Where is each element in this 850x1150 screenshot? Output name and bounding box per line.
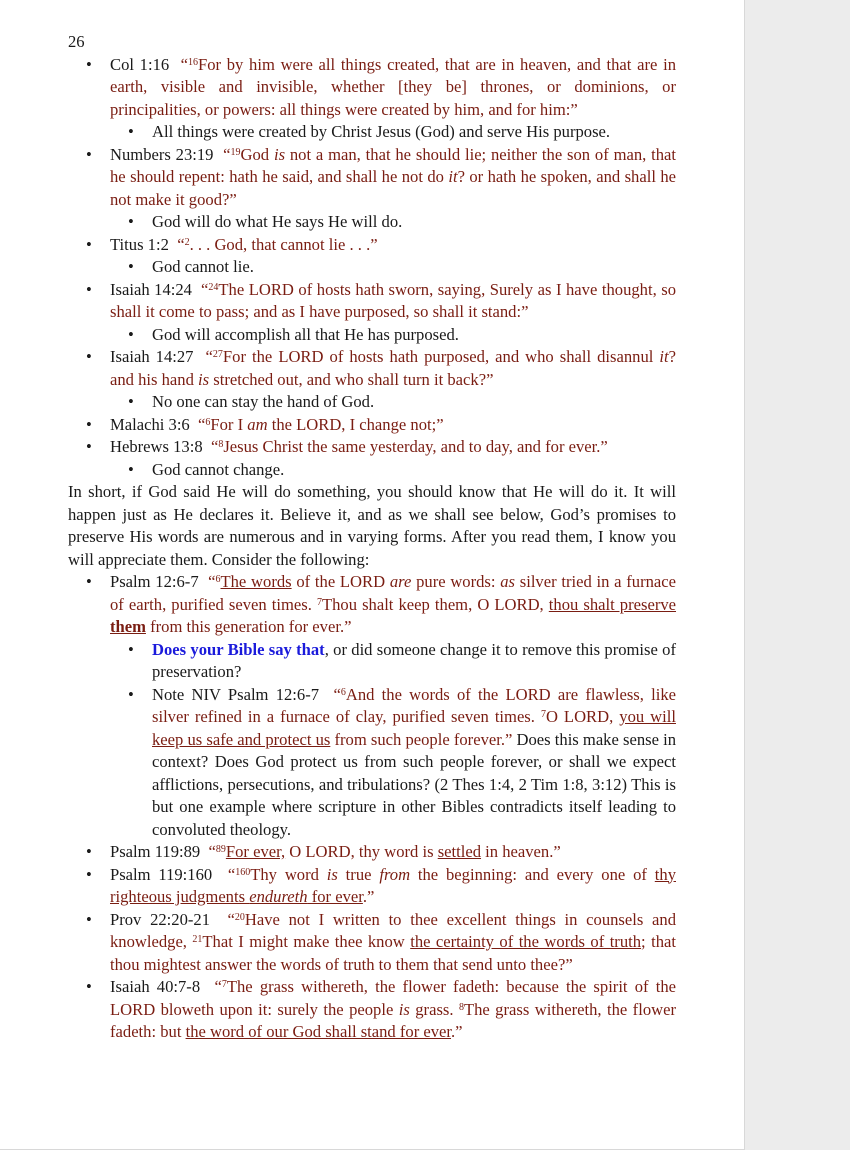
verse-isaiah-40-7-8	[68, 976, 676, 1044]
verse-ref: Isaiah 14:27	[110, 347, 194, 366]
verse-quote: “$^{27}$For the LORD of hosts hath purposed, and who shall disannul it? and his hand is stretched out, and who shall turn it back?”	[110, 347, 677, 389]
note-preservation-question: • Does your Bible say that, or did someone change it to remove this promise of preservation?	[68, 639, 676, 684]
verse-ref: Prov 22:20-21	[110, 909, 211, 929]
verse-isaiah-14-24	[68, 279, 676, 324]
verse-quote: “$^{24}$The LORD of hosts hath sworn, saying, Surely as I have thought, so shall it come to pass; and as I have purposed, so shall it stand:”	[110, 279, 676, 321]
verse-ref: Isaiah 14:24	[110, 279, 192, 299]
note-numbers: • God will do what He says He will do.	[68, 211, 676, 234]
verse-quote: “$^6$For I am the LORD, I change not;”	[198, 414, 444, 434]
verse-quote: “$^{19}$God is not a man, that he should lie; neither the son of man, that he should repent: hath he said, and shall he not do it? or hath he spoken, and shall he not make it good?”	[110, 144, 677, 209]
verse-ref: Numbers 23:19	[110, 144, 214, 164]
verse-isaiah-14-27	[68, 346, 676, 391]
note-niv-comparison: • Note NIV Psalm 12:6-7 “$^6$And the words of the LORD are flawless, like silver refined in a furnace of clay, purified seven times. $^7$O LORD, you will keep us safe and protect us from such people forever.” Does this make sense in context? Does God protect us from such people forever, or shall we expect afflictions, persecutions, and tribulations? (2 Thes 1:4, 2 Tim 1:8, 3:12) This is but one example where scripture in other Bibles contradicts itself leading to convoluted theology.	[68, 684, 676, 842]
verse-col-1-16	[68, 54, 676, 122]
verse-quote: “$^{20}$Have not I written to thee excellent things in counsels and knowledge, $^{21}$That I might make thee know the certainty of the words of truth; that thou mightest answer the words of truth to them that send unto thee?”	[110, 909, 677, 974]
verse-quote: “$^{89}$For ever, O LORD, thy word is settled in heaven.”	[208, 842, 561, 861]
verse-psalm-12-6-7	[68, 571, 676, 639]
page-content	[68, 31, 676, 1044]
verse-psalm-119-160	[68, 864, 676, 909]
verse-quote: “$^7$The grass withereth, the flower fadeth: because the spirit of the LORD bloweth upon it: surely the people is grass. $^8$The grass withereth, the flower fadeth: but the word of our God shall stand for ever.”	[110, 977, 676, 1041]
verse-ref: Psalm 119:160	[110, 864, 213, 884]
verse-psalm-119-89	[68, 841, 676, 864]
note-titus: • God cannot lie.	[68, 256, 676, 279]
verse-numbers-23-19	[68, 144, 676, 212]
body-paragraph: In short, if God said He will do something, you should know that He will do it. It will happen just as He declares it. Believe it, and as we shall see below, God’s promises to preserve His words are numerous and in varying forms. After you read them, I know you will appreciate them. Consider the following:	[68, 482, 676, 569]
niv-quote: “$^6$And the words of the LORD are flawless, like silver refined in a furnace of clay, purified seven times. $^7$O LORD, you will keep us safe and protect us from such people forever.”	[152, 684, 677, 749]
verse-quote: “$^{160}$Thy word is true from the beginning: and every one of thy righteous judgments endureth for ever.”	[110, 864, 676, 906]
verse-ref: Titus 1:2	[110, 234, 169, 254]
verse-quote: “$^6$The words of the LORD are pure words: as silver tried in a furnace of earth, purified seven times. $^7$Thou shalt keep them, O LORD, thou shalt preserve them from this generation for ever.”	[110, 572, 677, 636]
verse-ref: Psalm 12:6-7	[110, 572, 199, 591]
verse-quote: “$^8$Jesus Christ the same yesterday, and to day, and for ever.”	[210, 437, 608, 456]
verse-ref: Col 1:16	[110, 54, 170, 74]
note-col: • All things were created by Christ Jesus (God) and serve His purpose.	[68, 121, 676, 144]
emphasis-question: Does your Bible say that	[152, 639, 325, 659]
verse-ref: Malachi 3:6	[110, 414, 190, 434]
verse-ref: Psalm 119:89	[110, 842, 201, 861]
verse-titus-1-2	[68, 234, 676, 257]
verse-prov-22-20-21	[68, 909, 676, 977]
verse-ref: Hebrews 13:8	[110, 437, 203, 456]
verse-malachi-3-6	[68, 414, 676, 437]
verse-ref: Isaiah 40:7-8	[110, 977, 201, 996]
verse-hebrews-13-8	[68, 436, 676, 459]
note-hebrews: • God cannot change.	[68, 459, 676, 482]
note-isaiah-14-24: • God will accomplish all that He has purposed.	[68, 324, 676, 347]
verse-quote: “$^2$. . . God, that cannot lie . . .”	[177, 234, 378, 254]
verse-quote: “$^{16}$For by him were all things created, that are in heaven, and that are in earth, visible and invisible, whether [they be] thrones, or dominions, or principalities, or powers: all things were created by him, and for him:”	[110, 54, 676, 119]
note-isaiah-14-27: • No one can stay the hand of God.	[68, 391, 676, 414]
page-number: 26	[68, 32, 85, 51]
